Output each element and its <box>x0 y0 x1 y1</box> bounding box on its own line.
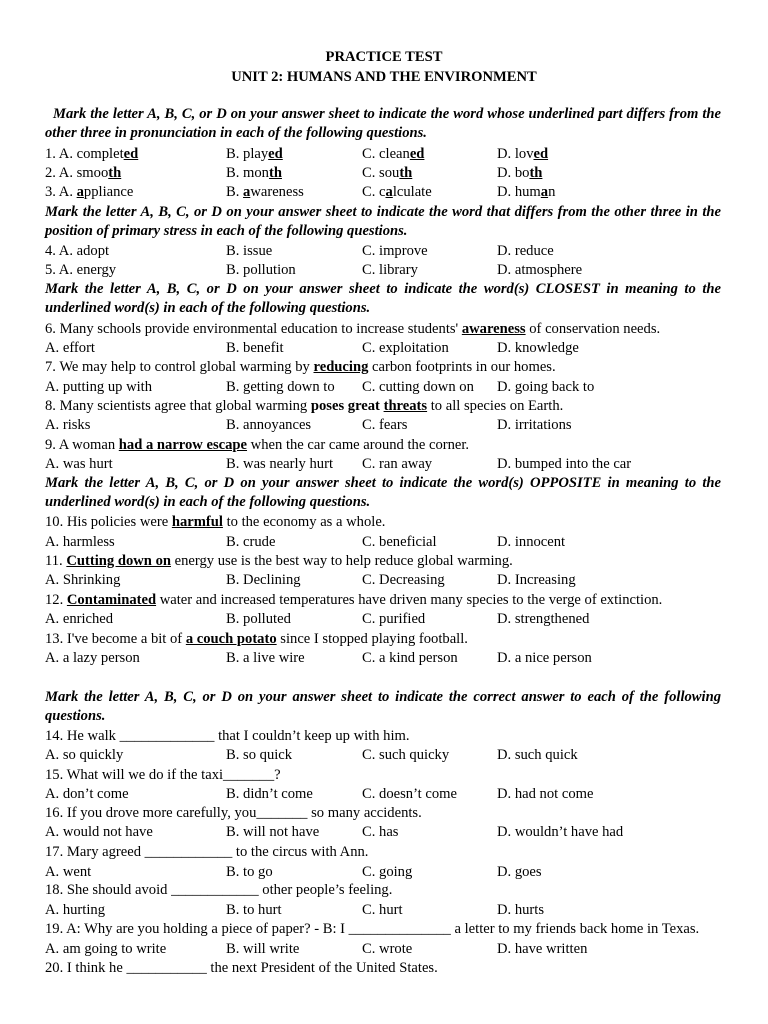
option-a: 3. A. appliance <box>45 184 134 200</box>
option-b: B. crude <box>226 534 276 550</box>
option-a: A. risks <box>45 417 91 433</box>
question-8-stem: 8. Many scientists agree that global warming poses great threats to all species on Earth. <box>45 398 564 414</box>
option-a: A. would not have <box>45 824 153 840</box>
instruction-opposite: Mark the letter A, B, C, or D on your answer sheet to indicate the word(s) OPPOSITE in meaning to the underlined word(s) in each of the following questions. <box>45 475 721 511</box>
option-d: D. goes <box>497 864 542 880</box>
option-a: A. so quickly <box>45 747 124 763</box>
option-d: D. loved <box>497 146 549 162</box>
option-c: C. cleaned <box>362 146 425 162</box>
question-11-stem: 11. Cutting down on energy use is the best way to help reduce global warming. <box>45 553 513 569</box>
option-c: C. doesn’t come <box>362 786 457 802</box>
option-c: C. beneficial <box>362 534 437 550</box>
option-b: B. pollution <box>226 262 296 278</box>
instruction-correct-answer: Mark the letter A, B, C, or D on your answer sheet to indicate the correct answer to each of the following questions. <box>45 689 721 725</box>
option-c: C. ran away <box>362 456 433 472</box>
option-c: C. going <box>362 864 413 880</box>
option-c: C. hurt <box>362 902 403 918</box>
option-b: B. will not have <box>226 824 320 840</box>
option-c: C. fears <box>362 417 408 433</box>
option-a: A. went <box>45 864 92 880</box>
option-d: D. going back to <box>497 379 595 395</box>
instruction-closest: Mark the letter A, B, C, or D on your answer sheet to indicate the word(s) CLOSEST in meaning to the underlined word(s) in each of the following questions. <box>45 281 721 317</box>
page-title: PRACTICE TEST <box>325 49 443 65</box>
option-a: 2. A. smooth <box>45 165 122 181</box>
option-b: B. so quick <box>226 747 293 763</box>
question-9-stem: 9. A woman had a narrow escape when the car came around the corner. <box>45 437 470 453</box>
instruction-pronunciation: Mark the letter A, B, C, or D on your answer sheet to indicate the word whose underlined part differs from the other three in pronunciation in each of the following questions. <box>45 106 721 142</box>
option-a: 5. A. energy <box>45 262 117 278</box>
question-7-stem: 7. We may help to control global warming by reducing carbon footprints in our homes. <box>45 359 556 375</box>
question-17-stem: 17. Mary agreed ____________ to the circus with Ann. <box>45 844 369 860</box>
question-15-stem: 15. What will we do if the taxi_______? <box>45 767 281 783</box>
question-18-stem: 18. She should avoid ____________ other people’s feeling. <box>45 882 393 898</box>
option-c: C. improve <box>362 243 428 259</box>
option-d: D. Increasing <box>497 572 576 588</box>
option-c: C. a kind person <box>362 650 458 666</box>
option-a: A. hurting <box>45 902 105 918</box>
question-13-stem: 13. I've become a bit of a couch potato since I stopped playing football. <box>45 631 468 647</box>
option-c: C. south <box>362 165 413 181</box>
option-c: C. library <box>362 262 418 278</box>
option-a: A. effort <box>45 340 95 356</box>
option-c: C. such quicky <box>362 747 450 763</box>
option-c: C. cutting down on <box>362 379 474 395</box>
option-c: C. has <box>362 824 399 840</box>
option-c: C. purified <box>362 611 426 627</box>
option-d: D. bumped into the car <box>497 456 632 472</box>
option-d: D. human <box>497 184 556 200</box>
option-d: D. knowledge <box>497 340 579 356</box>
option-b: B. Declining <box>226 572 301 588</box>
option-d: D. atmosphere <box>497 262 583 278</box>
option-b: B. to go <box>226 864 273 880</box>
option-d: D. such quick <box>497 747 578 763</box>
option-b: B. didn’t come <box>226 786 313 802</box>
question-19-stem: 19. A: Why are you holding a piece of paper? - B: I ______________ a letter to my friends back home in Texas. <box>45 921 700 937</box>
option-a: A. was hurt <box>45 456 113 472</box>
option-d: D. strengthened <box>497 611 590 627</box>
option-a: A. harmless <box>45 534 115 550</box>
option-c: C. exploitation <box>362 340 449 356</box>
option-d: D. reduce <box>497 243 554 259</box>
option-b: B. month <box>226 165 282 181</box>
question-16-stem: 16. If you drove more carefully, you_______ so many accidents. <box>45 805 422 821</box>
option-a: A. enriched <box>45 611 114 627</box>
option-d: D. have written <box>497 941 588 957</box>
option-b: B. benefit <box>226 340 284 356</box>
question-12-stem: 12. Contaminated water and increased temperatures have driven many species to the verge of extinction. <box>45 592 663 608</box>
option-d: D. hurts <box>497 902 545 918</box>
option-b: B. getting down to <box>226 379 335 395</box>
option-d: D. innocent <box>497 534 566 550</box>
option-b: B. awareness <box>226 184 304 200</box>
option-b: B. a live wire <box>226 650 305 666</box>
option-d: D. irritations <box>497 417 572 433</box>
option-b: B. issue <box>226 243 273 259</box>
instruction-stress: Mark the letter A, B, C, or D on your answer sheet to indicate the word that differs from the other three in the position of primary stress in each of the following questions. <box>45 204 721 240</box>
option-c: C. wrote <box>362 941 413 957</box>
option-a: A. don’t come <box>45 786 129 802</box>
option-c: C. Decreasing <box>362 572 445 588</box>
option-b: B. was nearly hurt <box>226 456 333 472</box>
question-14-stem: 14. He walk _____________ that I couldn’t keep up with him. <box>45 728 410 744</box>
option-a: A. Shrinking <box>45 572 121 588</box>
option-d: D. both <box>497 165 543 181</box>
question-10-stem: 10. His policies were harmful to the economy as a whole. <box>45 514 386 530</box>
question-20-stem: 20. I think he ___________ the next President of the United States. <box>45 960 438 976</box>
unit-title: UNIT 2: HUMANS AND THE ENVIRONMENT <box>231 69 537 85</box>
option-c: C. calculate <box>362 184 432 200</box>
option-b: B. annoyances <box>226 417 312 433</box>
option-a: A. am going to write <box>45 941 167 957</box>
option-d: D. a nice person <box>497 650 592 666</box>
question-6-stem: 6. Many schools provide environmental education to increase students' awareness of conservation needs. <box>45 321 661 337</box>
option-a: A. a lazy person <box>45 650 140 666</box>
option-b: B. played <box>226 146 283 162</box>
option-b: B. polluted <box>226 611 291 627</box>
option-a: 1. A. completed <box>45 146 139 162</box>
option-b: B. will write <box>226 941 300 957</box>
option-d: D. had not come <box>497 786 594 802</box>
option-a: A. putting up with <box>45 379 153 395</box>
option-d: D. wouldn’t have had <box>497 824 624 840</box>
option-a: 4. A. adopt <box>45 243 110 259</box>
option-b: B. to hurt <box>226 902 282 918</box>
